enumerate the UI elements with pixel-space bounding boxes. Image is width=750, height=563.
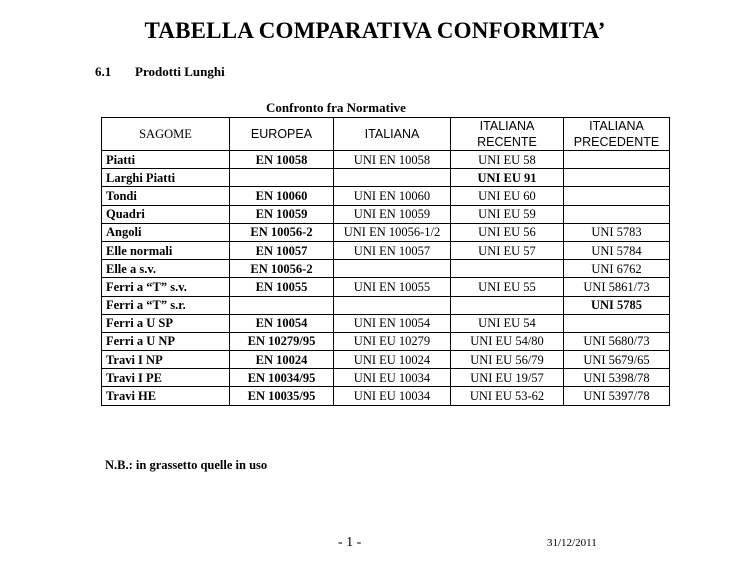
table-row — [102, 296, 670, 314]
cell-italiana-recente: UNI EU 54/80 — [451, 332, 564, 350]
comparison-table — [101, 117, 670, 406]
cell-italiana-recente: UNI EU 55 — [451, 278, 564, 296]
table-title: Confronto fra Normative — [266, 100, 406, 115]
cell-italiana-recente: UNI EU 19/57 — [451, 369, 564, 387]
cell-europea: EN 10034/95 — [230, 369, 334, 387]
header-precedente-line1: ITALIANA — [589, 119, 644, 133]
cell-italiana-precedente: UNI 5785 — [564, 296, 670, 314]
cell-italiana — [334, 260, 451, 278]
cell-sagoma: Angoli — [102, 223, 230, 241]
table-row — [102, 169, 670, 187]
cell-italiana: UNI EN 10059 — [334, 205, 451, 223]
cell-sagoma: Tondi — [102, 187, 230, 205]
cell-europea: EN 10059 — [230, 205, 334, 223]
cell-italiana-precedente: UNI 5397/78 — [564, 387, 670, 405]
table-row — [102, 205, 670, 223]
cell-europea: EN 10035/95 — [230, 387, 334, 405]
cell-sagoma: Ferri a “T” s.r. — [102, 296, 230, 314]
cell-europea — [230, 169, 334, 187]
header-precedente-line2: PRECEDENTE — [573, 135, 660, 149]
document-title: TABELLA COMPARATIVA CONFORMITA’ — [144, 18, 606, 43]
header-sagome: SAGOME — [102, 118, 230, 151]
cell-italiana-precedente: UNI 5679/65 — [564, 351, 670, 369]
cell-sagoma: Elle normali — [102, 241, 230, 259]
footnote: N.B.: in grassetto quelle in uso — [105, 458, 268, 472]
cell-italiana: UNI EN 10055 — [334, 278, 451, 296]
cell-sagoma: Ferri a U NP — [102, 332, 230, 350]
cell-italiana-precedente — [564, 151, 670, 169]
cell-italiana-recente: UNI EU 54 — [451, 314, 564, 332]
cell-europea: EN 10055 — [230, 278, 334, 296]
cell-italiana-recente: UNI EU 56/79 — [451, 351, 564, 369]
cell-italiana: UNI EU 10034 — [334, 387, 451, 405]
table-row — [102, 314, 670, 332]
cell-italiana-recente: UNI EU 60 — [451, 187, 564, 205]
cell-italiana-recente: UNI EU 53-62 — [451, 387, 564, 405]
header-italiana-recente — [451, 118, 564, 151]
cell-italiana-recente: UNI EU 57 — [451, 241, 564, 259]
footer-date: 31/12/2011 — [547, 537, 597, 549]
cell-italiana-recente: UNI EU 91 — [451, 169, 564, 187]
table-row — [102, 332, 670, 350]
cell-italiana-recente — [451, 296, 564, 314]
cell-europea: EN 10058 — [230, 151, 334, 169]
cell-sagoma: Larghi Piatti — [102, 169, 230, 187]
table-row — [102, 369, 670, 387]
table-body — [102, 151, 670, 406]
cell-europea — [230, 296, 334, 314]
table-header-row — [102, 118, 670, 151]
cell-italiana-precedente — [564, 314, 670, 332]
table-row — [102, 223, 670, 241]
table-row — [102, 387, 670, 405]
cell-italiana-recente: UNI EU 56 — [451, 223, 564, 241]
cell-sagoma: Travi I PE — [102, 369, 230, 387]
section-title: Prodotti Lunghi — [135, 64, 225, 79]
section-number: 6.1 — [95, 64, 112, 79]
table-row — [102, 260, 670, 278]
cell-italiana — [334, 169, 451, 187]
cell-italiana-precedente: UNI 5784 — [564, 241, 670, 259]
table-row — [102, 187, 670, 205]
header-italiana-precedente — [564, 118, 670, 151]
cell-italiana-recente: UNI EU 58 — [451, 151, 564, 169]
header-italiana: ITALIANA — [334, 118, 451, 151]
cell-sagoma: Travi I NP — [102, 351, 230, 369]
cell-italiana-recente: UNI EU 59 — [451, 205, 564, 223]
header-recente-line1: ITALIANA — [479, 119, 535, 133]
cell-europea: EN 10054 — [230, 314, 334, 332]
table-row — [102, 278, 670, 296]
cell-italiana: UNI EN 10058 — [334, 151, 451, 169]
cell-europea: EN 10024 — [230, 351, 334, 369]
cell-italiana-precedente — [564, 205, 670, 223]
section-heading — [95, 64, 225, 80]
cell-italiana: UNI EN 10060 — [334, 187, 451, 205]
cell-italiana-precedente: UNI 5680/73 — [564, 332, 670, 350]
cell-italiana: UNI EN 10056-1/2 — [334, 223, 451, 241]
cell-europea: EN 10060 — [230, 187, 334, 205]
cell-italiana-precedente: UNI 5861/73 — [564, 278, 670, 296]
cell-italiana: UNI EN 10054 — [334, 314, 451, 332]
cell-italiana-precedente: UNI 5398/78 — [564, 369, 670, 387]
cell-europea: EN 10056-2 — [230, 260, 334, 278]
header-europea: EUROPEA — [230, 118, 334, 151]
table-row — [102, 241, 670, 259]
cell-italiana-precedente: UNI 6762 — [564, 260, 670, 278]
header-recente-line2: RECENTE — [477, 135, 537, 149]
cell-sagoma: Piatti — [102, 151, 230, 169]
table-row — [102, 151, 670, 169]
table-row — [102, 351, 670, 369]
cell-sagoma: Quadri — [102, 205, 230, 223]
cell-italiana-precedente — [564, 169, 670, 187]
cell-europea: EN 10057 — [230, 241, 334, 259]
cell-europea: EN 10056-2 — [230, 223, 334, 241]
cell-sagoma: Ferri a “T” s.v. — [102, 278, 230, 296]
cell-italiana-precedente — [564, 187, 670, 205]
cell-italiana: UNI EU 10279 — [334, 332, 451, 350]
page-number: - 1 - — [338, 535, 362, 550]
cell-italiana-recente — [451, 260, 564, 278]
cell-italiana: UNI EU 10024 — [334, 351, 451, 369]
cell-sagoma: Ferri a U SP — [102, 314, 230, 332]
cell-sagoma: Elle a s.v. — [102, 260, 230, 278]
cell-italiana: UNI EU 10034 — [334, 369, 451, 387]
cell-sagoma: Travi HE — [102, 387, 230, 405]
cell-europea: EN 10279/95 — [230, 332, 334, 350]
cell-italiana — [334, 296, 451, 314]
cell-italiana: UNI EN 10057 — [334, 241, 451, 259]
cell-italiana-precedente: UNI 5783 — [564, 223, 670, 241]
